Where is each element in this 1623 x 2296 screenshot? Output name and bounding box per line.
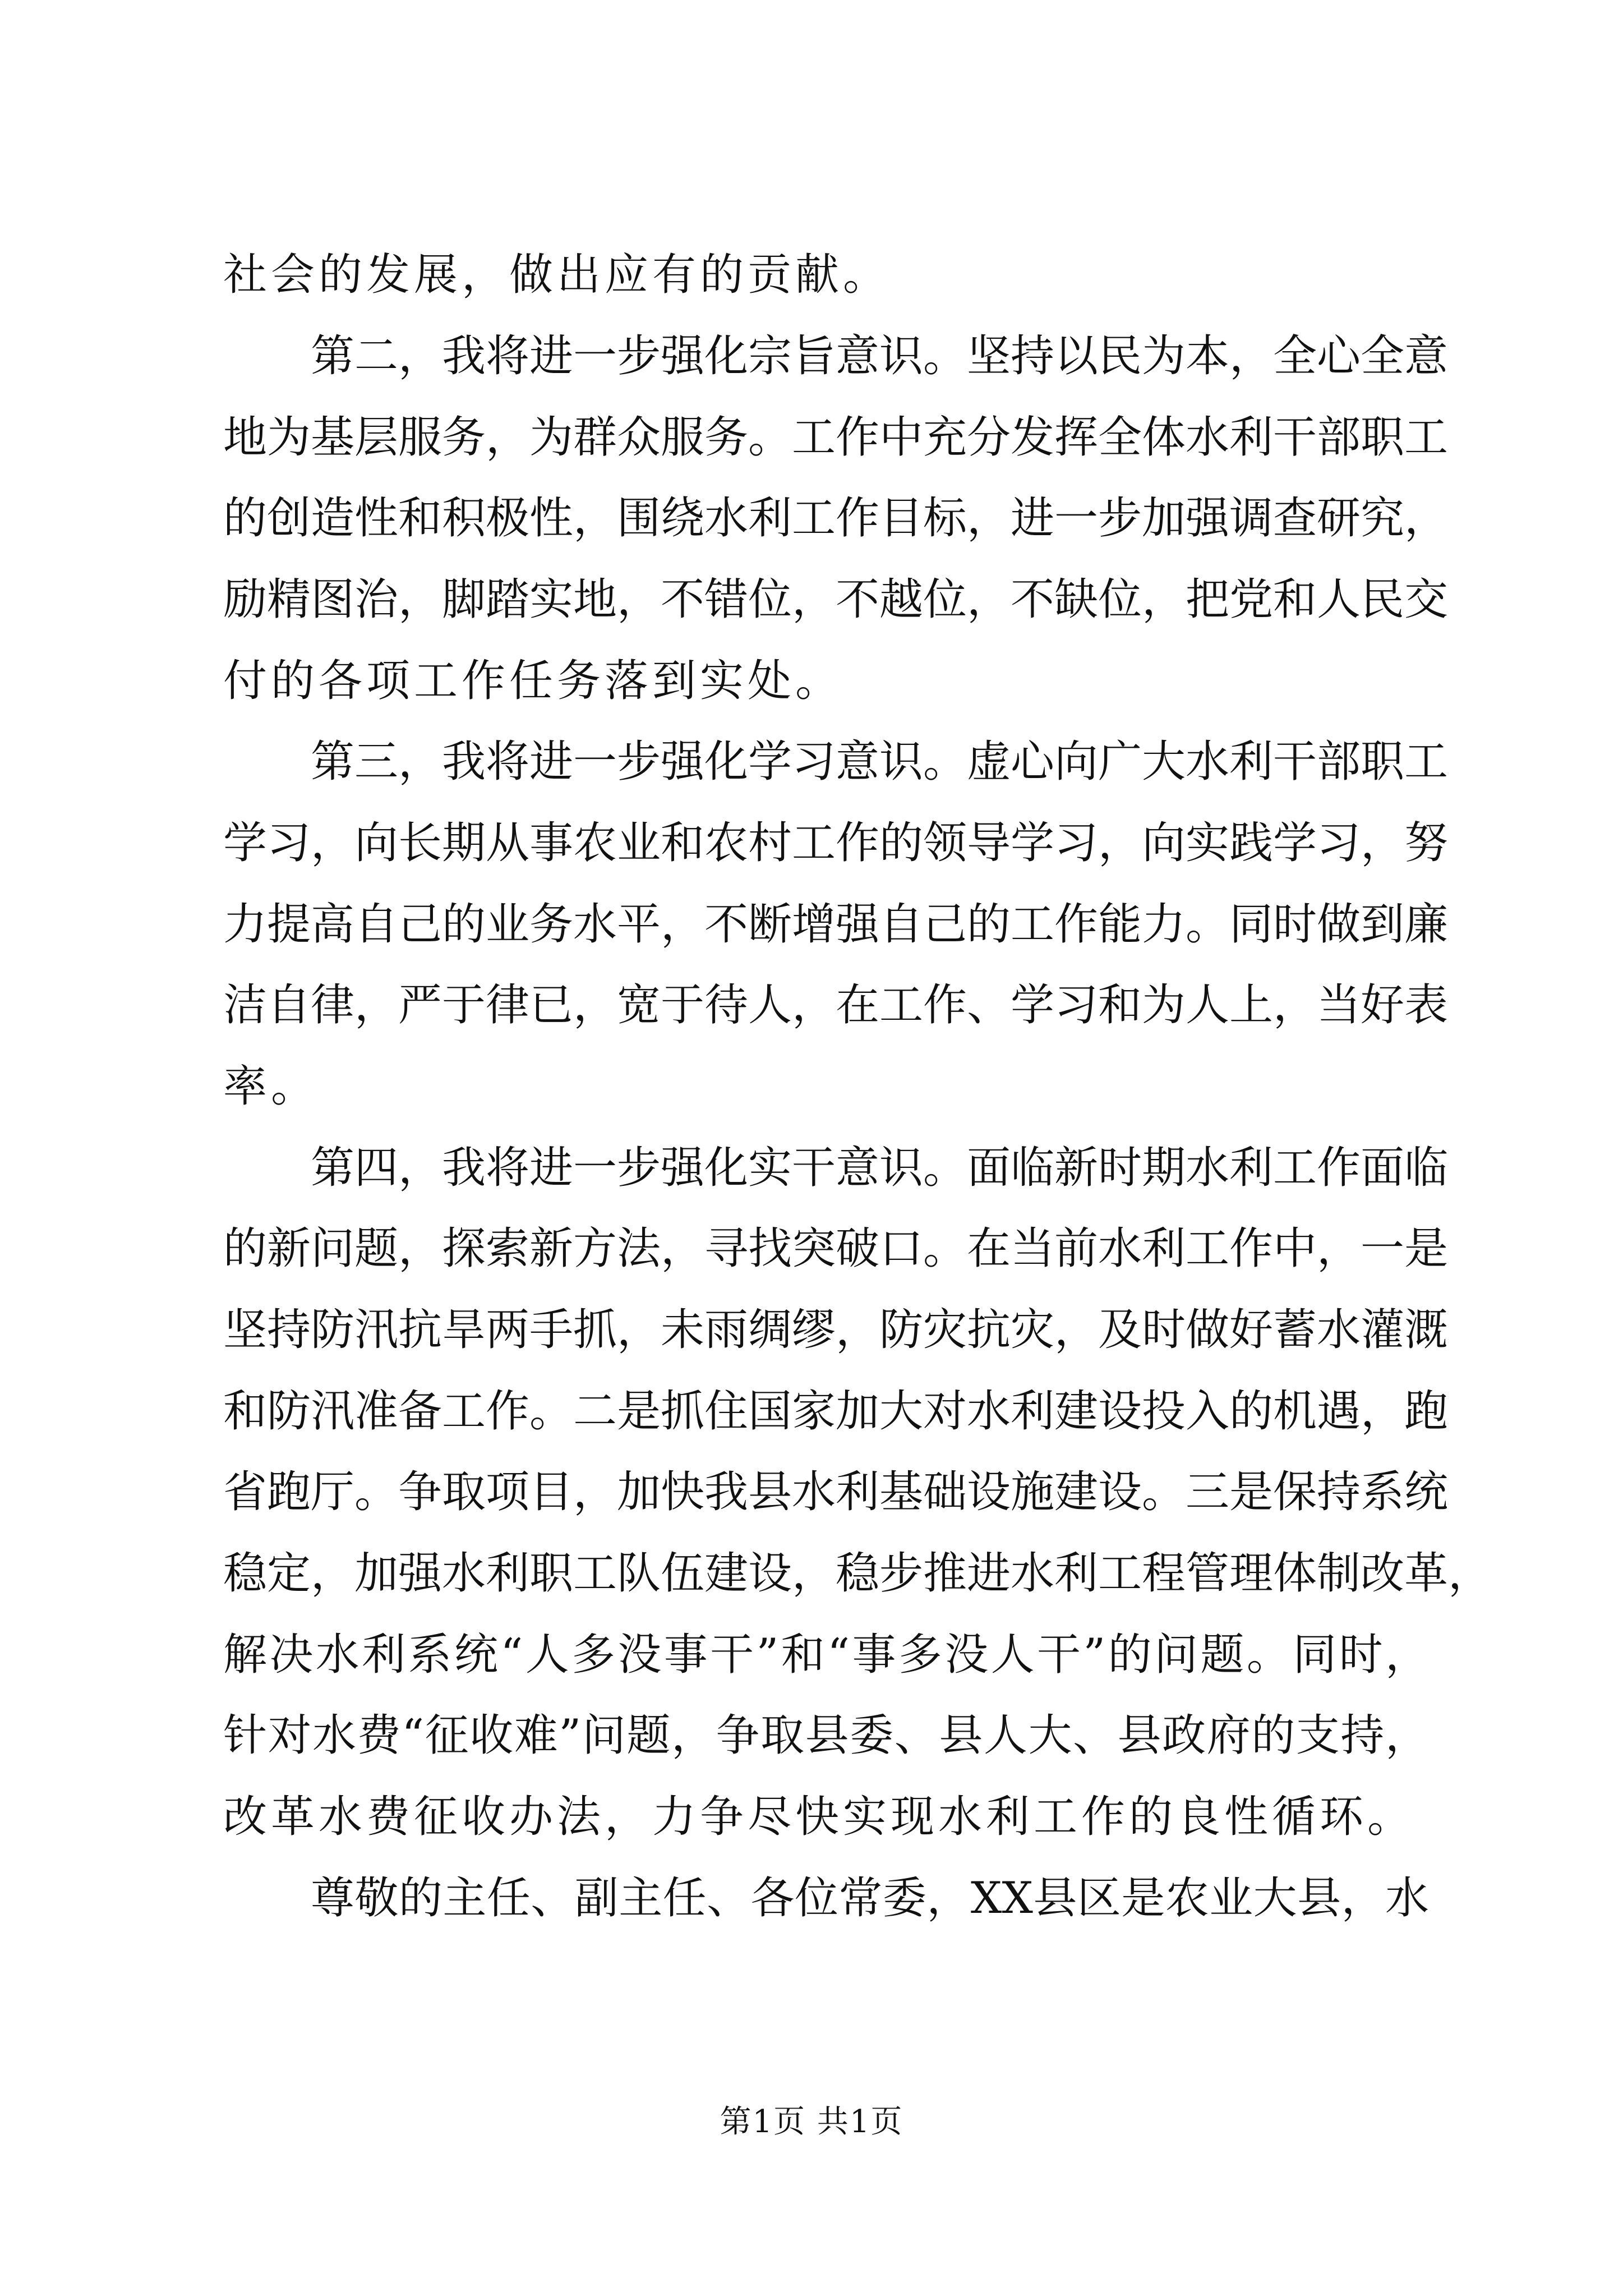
text-line: 省跑厅。争取项目，加快我县水利基础设施建设。三是保持系统 [223,1467,1449,1517]
text-line: 稳定，加强水利职工队伍建设，稳步推进水利工程管理体制改革， [223,1548,1492,1599]
text-line: 地为基层服务，为群众服务。工作中充分发挥全体水利干部职工 [223,412,1449,463]
paragraph-first-line: 第四，我将进一步强化实干意识。面临新时期水利工作面临 [311,1143,1449,1193]
text-line: 针对水费“征收难”问题，争取县委、县人大、县政府的支持， [223,1710,1429,1761]
text-line: 坚持防汛抗旱两手抓，未雨绸缪，防灾抗灾，及时做好蓄水灌溉 [223,1305,1449,1355]
paragraph-first-line: 第三，我将进一步强化学习意识。虚心向广大水利干部职工 [311,737,1449,787]
text-line: 解决水利系统“人多没事干”和“事多没人干”的问题。同时， [223,1630,1429,1680]
text-line: 社会的发展，做出应有的贡献。 [223,250,891,300]
text-line: 的新问题，探索新方法，寻找突破口。在当前水利工作中，一是 [223,1223,1449,1274]
text-line: 洁自律，严于律已，宽于待人，在工作、学习和为人上，当好表 [223,980,1449,1030]
text-line: 付的各项工作任务落到实处。 [223,656,843,706]
text-line: 率。 [223,1061,319,1112]
page-number-footer: 第1页 共1页 [720,2104,903,2140]
text-line: 的创造性和积极性，围绕水利工作目标，进一步加强调查研究， [223,493,1449,544]
text-line: 学习，向长期从事农业和农村工作的领导学习，向实践学习，努 [223,818,1449,868]
paragraph-first-line: 尊敬的主任、副主任、各位常委，XX县区是农业大县，水 [311,1873,1429,1924]
text-line: 励精图治，脚踏实地，不错位，不越位，不缺位，把党和人民交 [223,574,1449,625]
paragraph-first-line: 第二，我将进一步强化宗旨意识。坚持以民为本，全心全意 [311,331,1449,381]
text-line: 改革水费征收办法，力争尽快实现水利工作的良性循环。 [223,1792,1415,1842]
text-line: 力提高自己的业务水平，不断增强自己的工作能力。同时做到廉 [223,899,1449,950]
text-line: 和防汛准备工作。二是抓住国家加大对水利建设投入的机遇，跑 [223,1386,1449,1437]
